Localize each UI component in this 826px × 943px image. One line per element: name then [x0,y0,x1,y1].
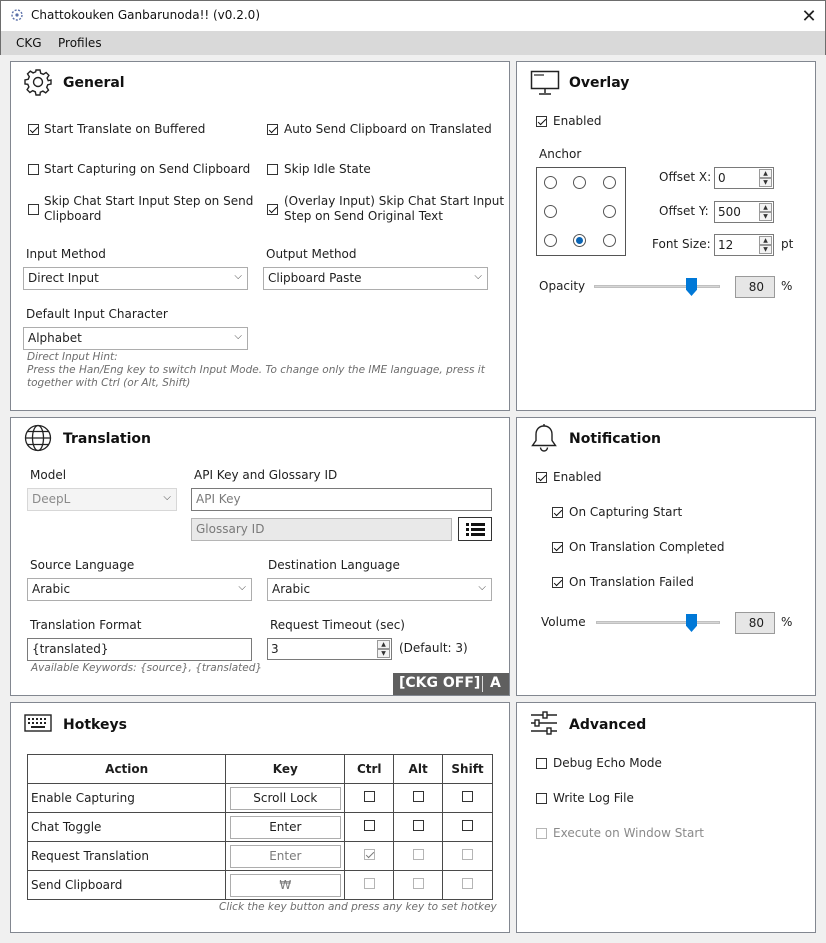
hotkeys-table [27,754,493,900]
skip-idle-label: Skip Idle State [284,162,371,176]
list-icon [466,523,485,536]
column-header-action: Action [28,755,226,784]
bell-icon [530,423,558,453]
source-language-select[interactable] [27,578,252,601]
translation-title: Translation [63,431,151,447]
skip-idle-checkbox[interactable] [267,164,278,175]
input-method-label: Input Method [26,247,106,261]
chevron-down-icon: ⌵ [238,582,246,593]
column-header-shift: Shift [443,755,493,784]
volume-label: Volume [541,615,586,629]
model-select[interactable] [27,488,177,511]
request-timeout-stepper[interactable] [267,638,392,660]
anchor-bottom-right-radio[interactable] [603,234,616,247]
offset-x-value: 0 [718,171,726,185]
action-cell: Chat Toggle [28,813,226,842]
direct-input-hint-line3: together with Ctrl (or Alt, Shift) [27,377,191,389]
start-translate-buffered-label: Start Translate on Buffered [44,122,206,136]
write-log-label: Write Log File [553,791,634,805]
advanced-title: Advanced [569,717,647,733]
anchor-top-right-radio[interactable] [603,176,616,189]
skip-chat-start-label-1: Skip Chat Start Input Step on Send [44,194,254,208]
menu-profiles[interactable]: Profiles [58,36,102,50]
anchor-top-left-radio[interactable] [544,176,557,189]
up-arrow-icon[interactable]: ▲ [759,169,772,178]
request-timeout-value: 3 [271,642,279,656]
on-translation-completed-checkbox[interactable] [552,542,563,553]
input-method-select[interactable] [23,267,248,290]
table-row [28,871,493,900]
down-arrow-icon[interactable]: ▼ [759,178,772,187]
up-arrow-icon[interactable]: ▲ [759,236,772,245]
close-button[interactable] [792,2,826,30]
table-row [28,813,493,842]
volume-unit: % [781,615,793,629]
overlay-enabled-label: Enabled [553,114,602,128]
action-cell: Request Translation [28,842,226,871]
key-button[interactable]: ₩ [230,874,341,897]
default-char-label: Default Input Character [26,307,168,321]
alt-checkbox[interactable] [413,820,424,831]
notification-enabled-label: Enabled [553,470,602,484]
api-key-label: API Key and Glossary ID [194,468,338,482]
default-char-value: Alphabet [28,331,82,345]
advanced-panel [516,702,816,933]
skip-chat-start-checkbox[interactable] [28,204,39,215]
anchor-middle-right-radio[interactable] [603,205,616,218]
destination-language-label: Destination Language [268,558,400,572]
ctrl-checkbox[interactable] [364,849,375,860]
ckg-status-badge: [CKG OFF] [399,675,481,691]
request-timeout-label: Request Timeout (sec) [270,618,405,632]
model-label: Model [30,468,67,482]
opacity-label: Opacity [539,279,586,293]
alt-checkbox[interactable] [413,849,424,860]
offset-y-value: 500 [718,205,741,219]
destination-language-select[interactable] [267,578,492,601]
chevron-down-icon: ⌵ [234,331,242,342]
font-size-label: Font Size: [652,237,711,251]
opacity-slider-track[interactable] [594,285,720,288]
start-translate-buffered-checkbox[interactable] [28,124,39,135]
start-capturing-checkbox[interactable] [28,164,39,175]
execute-on-start-checkbox[interactable] [536,828,547,839]
column-header-key: Key [226,755,345,784]
translation-format-label: Translation Format [30,618,142,632]
offset-x-stepper[interactable] [714,167,774,189]
glossary-id-placeholder: Glossary ID [196,522,265,536]
offset-y-stepper[interactable] [714,201,774,223]
gear-icon [24,68,52,96]
glossary-id-input[interactable] [191,518,452,541]
column-header-ctrl: Ctrl [345,755,394,784]
overlay-skip-label-2: Step on Send Original Text [284,209,443,223]
key-button[interactable]: Enter [230,845,341,868]
anchor-label: Anchor [539,147,582,161]
down-arrow-icon[interactable]: ▼ [377,649,390,658]
window-title: Chattokouken Ganbarunoda!! (v0.2.0) [31,8,261,22]
alt-checkbox[interactable] [413,878,424,889]
action-cell: Send Clipboard [28,871,226,900]
hotkeys-hint: Click the key button and press any key to set hotkey [219,901,497,913]
up-arrow-icon[interactable]: ▲ [377,640,390,649]
source-language-label: Source Language [30,558,135,572]
anchor-bottom-center-radio[interactable] [573,234,586,247]
auto-send-clipboard-checkbox[interactable] [267,124,278,135]
direct-input-hint-line2: Press the Han/Eng key to switch Input Mode. To change only the IME language, press it [27,364,485,376]
table-header-row [28,755,493,784]
shift-checkbox[interactable] [462,849,473,860]
translation-format-value: {translated} [32,642,109,656]
monitor-icon [530,70,560,96]
volume-slider-track[interactable] [596,621,720,624]
up-arrow-icon[interactable]: ▲ [759,203,772,212]
overlay-title: Overlay [569,75,630,91]
shift-checkbox[interactable] [462,791,473,802]
ctrl-checkbox[interactable] [364,791,375,802]
offset-x-label: Offset X: [659,170,712,184]
api-key-placeholder: API Key [196,492,241,506]
destination-language-value: Arabic [272,582,311,596]
keyboard-icon [24,714,52,732]
opacity-unit: % [781,279,793,293]
notification-panel [516,417,816,696]
shift-checkbox[interactable] [462,878,473,889]
table-row [28,784,493,813]
general-title: General [63,75,125,91]
shift-checkbox[interactable] [462,820,473,831]
execute-on-start-label: Execute on Window Start [553,826,705,840]
on-capturing-start-label: On Capturing Start [569,505,683,519]
offset-y-label: Offset Y: [659,204,709,218]
write-log-checkbox[interactable] [536,793,547,804]
on-translation-failed-label: On Translation Failed [569,575,694,589]
translation-format-input[interactable] [27,638,252,661]
opacity-value: 80 [735,276,775,298]
input-mode-badge: A [490,675,501,691]
chevron-down-icon: ⌵ [478,582,486,593]
down-arrow-icon[interactable]: ▼ [759,245,772,254]
menu-ckg[interactable]: CKG [16,36,42,50]
glossary-list-button[interactable] [458,517,492,541]
auto-send-clipboard-label: Auto Send Clipboard on Translated [284,122,492,136]
model-value: DeepL [32,492,71,506]
table-row [28,842,493,871]
api-key-input[interactable] [191,488,492,511]
chevron-down-icon: ⌵ [474,271,482,282]
skip-chat-start-label-2: Clipboard [44,209,102,223]
chevron-down-icon: ⌵ [234,271,242,282]
chevron-down-icon: ⌵ [163,492,171,503]
globe-icon [24,424,52,452]
debug-echo-label: Debug Echo Mode [553,756,662,770]
font-size-stepper[interactable] [714,234,774,256]
on-translation-completed-label: On Translation Completed [569,540,725,554]
down-arrow-icon[interactable]: ▼ [759,212,772,221]
volume-value: 80 [735,612,775,634]
ctrl-checkbox[interactable] [364,878,375,889]
direct-input-hint-title: Direct Input Hint: [27,351,118,363]
debug-echo-checkbox[interactable] [536,758,547,769]
keywords-hint: Available Keywords: {source}, {translated} [31,662,263,674]
on-capturing-start-checkbox[interactable] [552,507,563,518]
app-icon [10,8,24,22]
input-method-value: Direct Input [28,271,99,285]
notification-enabled-checkbox[interactable] [536,472,547,483]
source-language-value: Arabic [32,582,71,596]
font-size-value: 12 [718,238,734,252]
column-header-alt: Alt [394,755,443,784]
on-translation-failed-checkbox[interactable] [552,577,563,588]
overlay-skip-label-1: (Overlay Input) Skip Chat Start Input [284,194,505,208]
anchor-top-center-radio[interactable] [573,176,586,189]
sliders-icon [530,711,558,735]
start-capturing-label: Start Capturing on Send Clipboard [44,162,251,176]
status-divider [482,676,483,692]
output-method-label: Output Method [266,247,357,261]
request-timeout-default: (Default: 3) [399,641,468,655]
font-size-unit: pt [781,237,794,251]
key-button[interactable]: Scroll Lock [230,787,341,810]
default-char-select[interactable] [23,327,248,350]
anchor-bottom-left-radio[interactable] [544,234,557,247]
hotkeys-title: Hotkeys [63,717,127,733]
alt-checkbox[interactable] [413,791,424,802]
overlay-skip-checkbox[interactable] [267,204,278,215]
action-cell: Enable Capturing [28,784,226,813]
key-button[interactable]: Enter [230,816,341,839]
close-icon: ✕ [801,5,817,27]
anchor-middle-left-radio[interactable] [544,205,557,218]
menu-bar [0,31,826,55]
overlay-enabled-checkbox[interactable] [536,116,547,127]
notification-title: Notification [569,431,662,447]
output-method-select[interactable] [263,267,488,290]
output-method-value: Clipboard Paste [268,271,362,285]
ctrl-checkbox[interactable] [364,820,375,831]
